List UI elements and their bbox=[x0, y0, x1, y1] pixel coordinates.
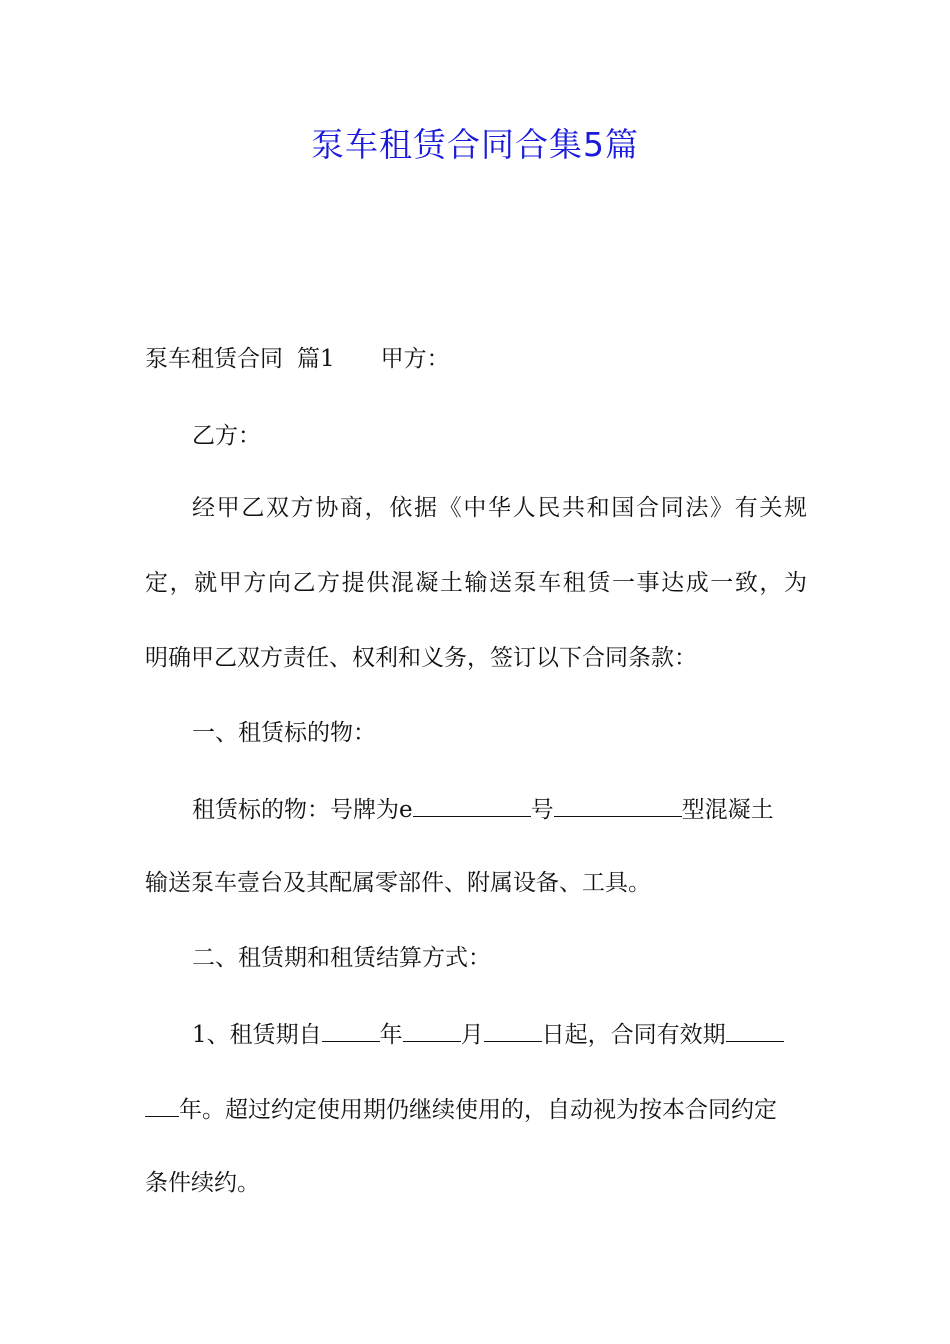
plate-prefix: 租赁标的物：号牌为e bbox=[192, 797, 413, 823]
section-2-heading: 二、租赁期和租赁结算方式： bbox=[192, 945, 491, 971]
party-b-label: 乙方： bbox=[192, 423, 261, 449]
contract-heading-line bbox=[145, 348, 807, 371]
intro-line-1: 经甲乙双方协商，依据《中华人民共和国合同法》有关规 bbox=[192, 495, 807, 521]
month-blank bbox=[403, 1022, 461, 1042]
document-title: 泵车租赁合同合集5篇 bbox=[311, 125, 639, 164]
party-a-label: 甲方： bbox=[380, 346, 450, 372]
validity-blank-2 bbox=[145, 1097, 179, 1117]
model-suffix: 型混凝土 bbox=[681, 797, 774, 823]
day-blank bbox=[484, 1022, 542, 1042]
section-2-item-1-line-2 bbox=[145, 1097, 807, 1122]
section-label: 篇1 bbox=[297, 346, 335, 372]
model-blank bbox=[554, 797, 682, 817]
lease-period-prefix: 1、租赁期自 bbox=[192, 1022, 322, 1048]
section-2-item-1-line-1 bbox=[192, 1022, 807, 1047]
contract-title: 泵车租赁合同 bbox=[145, 346, 283, 372]
intro-line-3: 明确甲乙双方责任、权利和义务，签订以下合同条款： bbox=[145, 645, 697, 671]
year-label: 年 bbox=[379, 1022, 403, 1048]
plate-suffix: 号 bbox=[530, 797, 554, 823]
section-1-line-1 bbox=[192, 797, 807, 822]
validity-blank-1 bbox=[726, 1022, 784, 1042]
day-label: 日起，合同有效期 bbox=[541, 1022, 726, 1048]
section-1-line-2: 输送泵车壹台及其配属零部件、附属设备、工具。 bbox=[145, 870, 651, 896]
month-label: 月 bbox=[460, 1022, 484, 1048]
year-blank bbox=[322, 1022, 380, 1042]
section-2-item-1-line-3: 条件续约。 bbox=[145, 1170, 260, 1196]
section-1-heading: 一、租赁标的物： bbox=[192, 720, 376, 746]
validity-text: 年。超过约定使用期仍继续使用的，自动视为按本合同约定 bbox=[179, 1097, 777, 1123]
plate-number-blank bbox=[413, 797, 531, 817]
intro-line-2: 定，就甲方向乙方提供混凝土输送泵车租赁一事达成一致，为 bbox=[145, 570, 807, 596]
